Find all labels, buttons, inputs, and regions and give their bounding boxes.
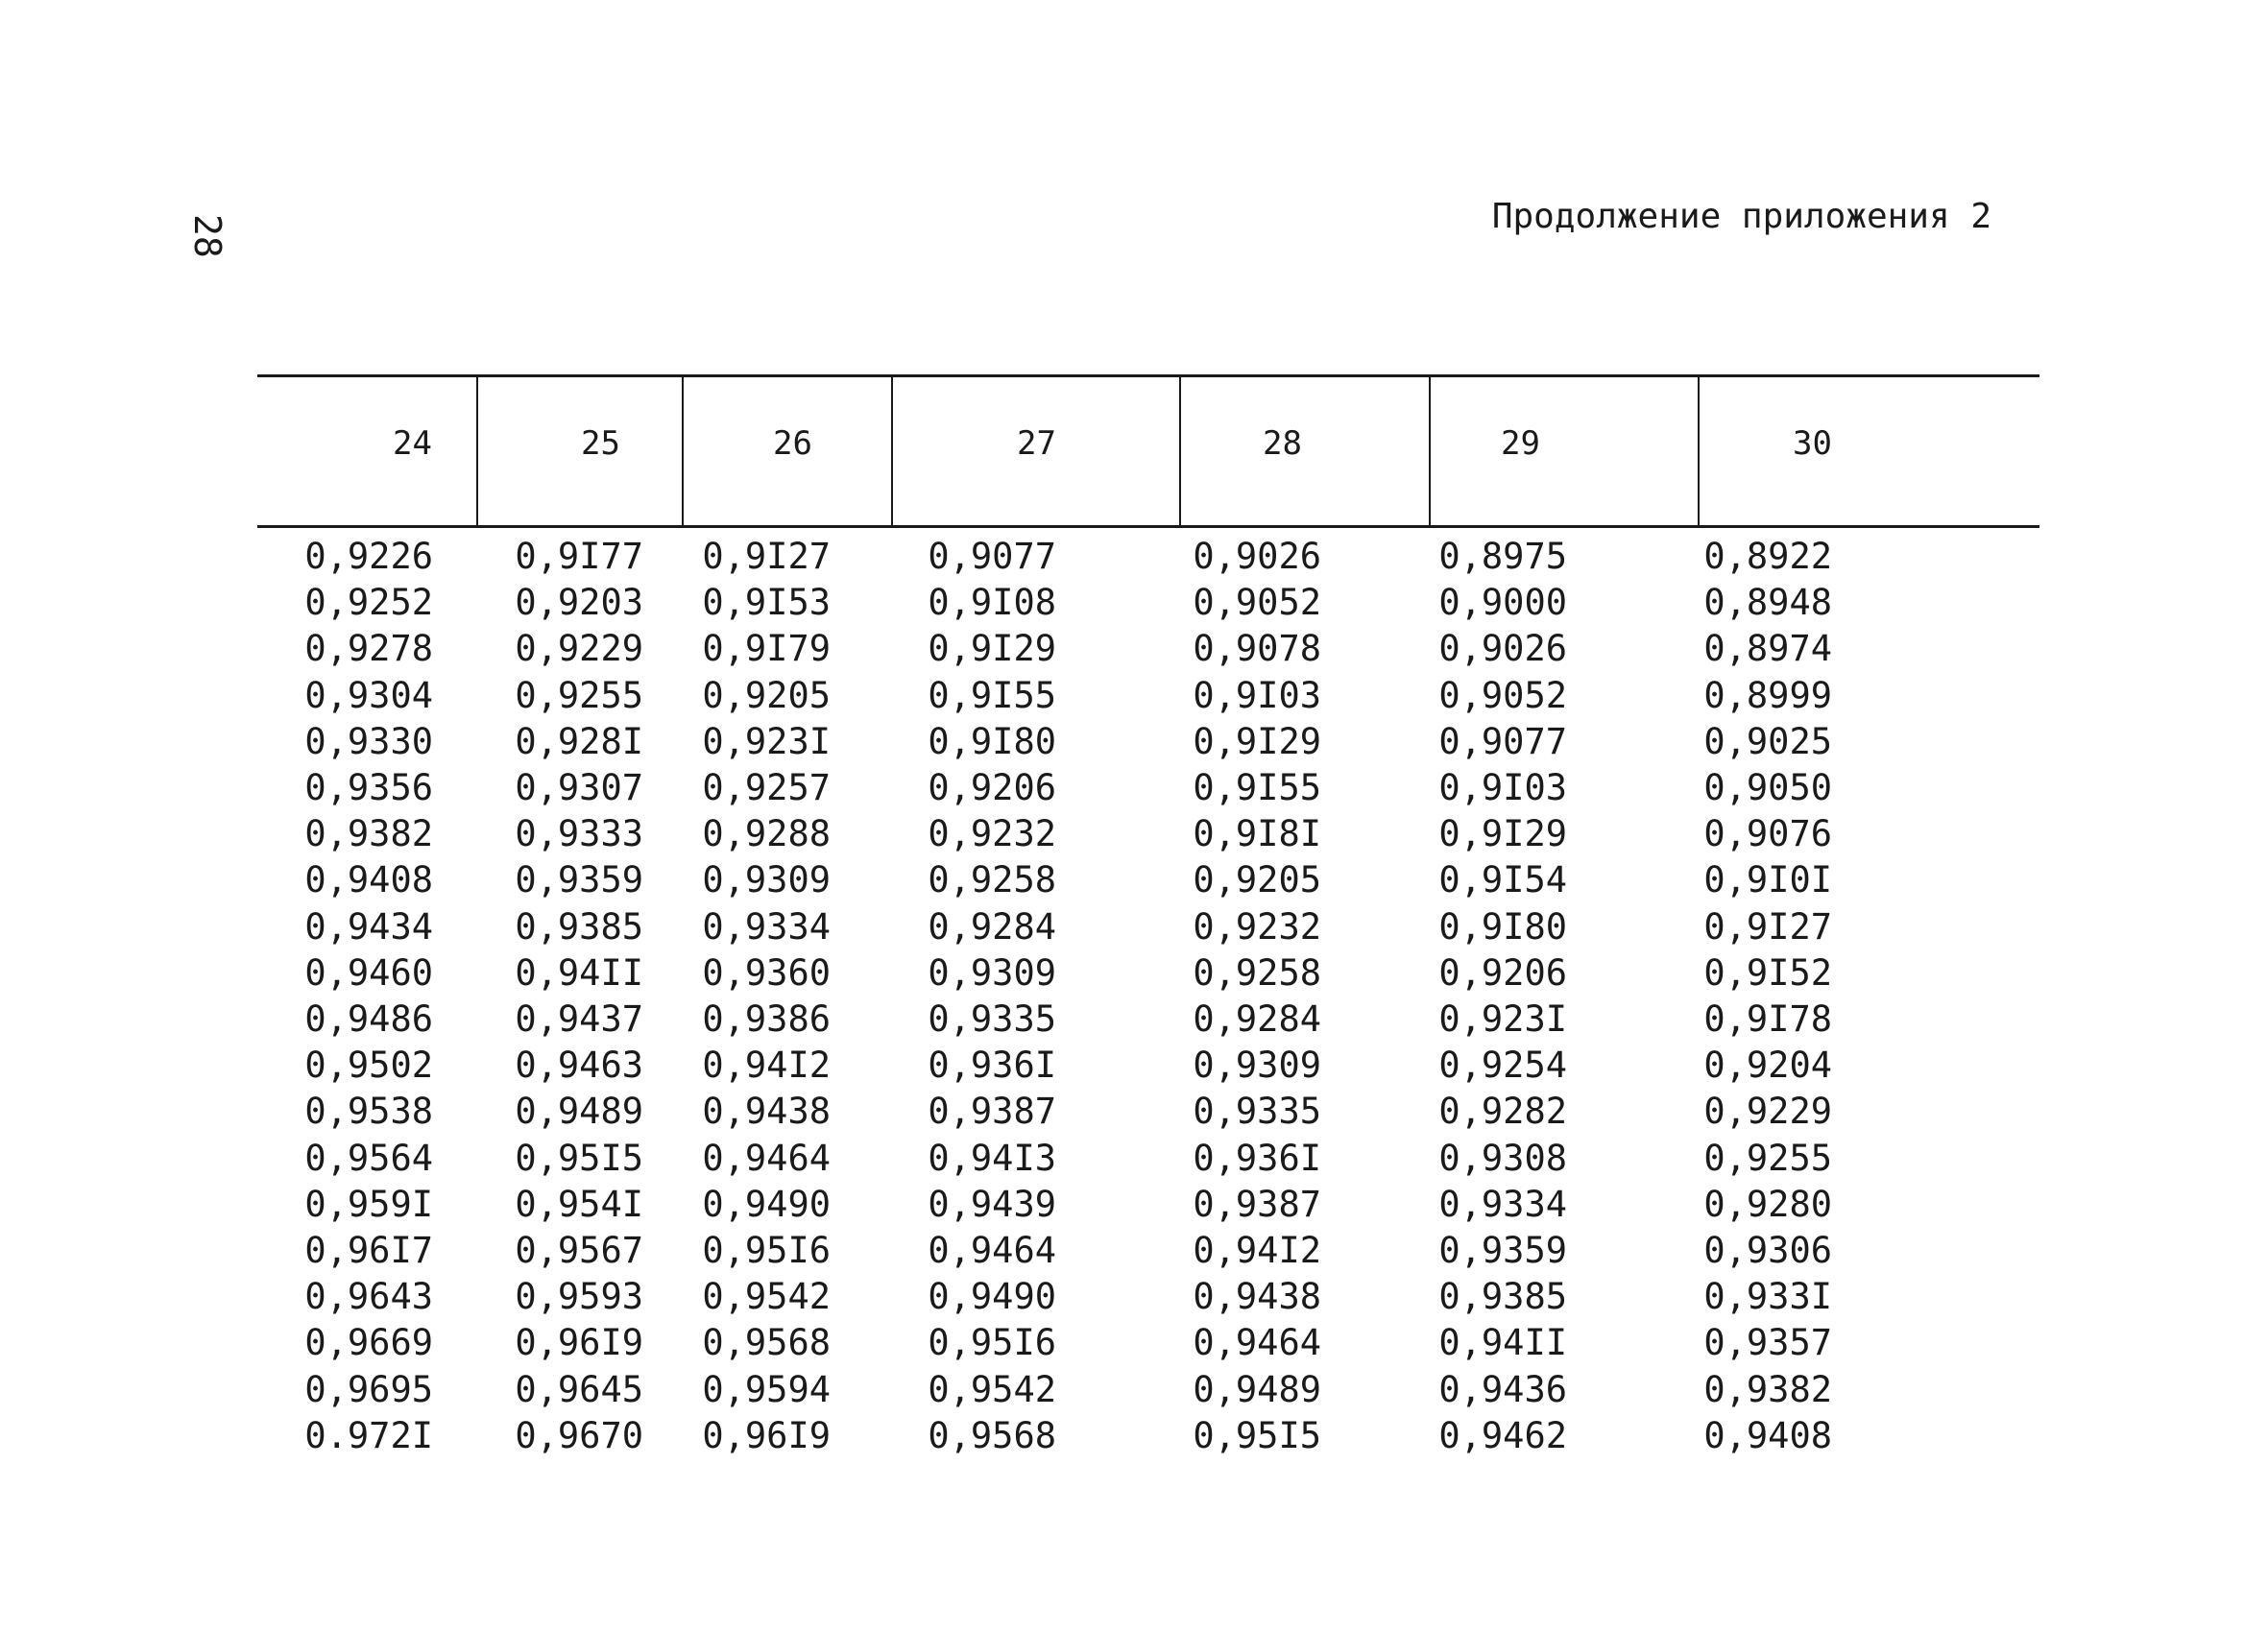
table-cell: 0,9026 xyxy=(1193,536,1321,577)
table-cell: 0,9255 xyxy=(1703,1137,1832,1179)
table-cell: 0,96I9 xyxy=(702,1414,831,1456)
table-cell: 0,9I55 xyxy=(928,674,1056,716)
table-cell: 0,9I79 xyxy=(702,628,831,670)
table-cell: 0,9490 xyxy=(928,1276,1056,1318)
table-cell: 0,9643 xyxy=(304,1276,433,1318)
table-cell: 0,9I29 xyxy=(1193,720,1321,762)
table-cell: 0,9408 xyxy=(1703,1414,1832,1456)
table-cell: 0,9356 xyxy=(304,767,433,808)
table-cell: 0,9486 xyxy=(304,998,433,1040)
table-cell: 0,9203 xyxy=(515,582,643,624)
table-cell: 0,94I2 xyxy=(702,1045,831,1087)
table-cell: 0,9232 xyxy=(1193,905,1321,948)
table-cell: 0,936I xyxy=(928,1045,1056,1087)
table-cell: 0,8999 xyxy=(1703,674,1832,716)
table-cell: 0,9254 xyxy=(1438,1045,1567,1087)
table-cell: 0,933I xyxy=(1703,1276,1832,1318)
column-separator xyxy=(1429,377,1431,525)
table-cell: 0,9568 xyxy=(928,1414,1056,1456)
table-cell: 0,9669 xyxy=(304,1322,433,1364)
table-cell: 0,9333 xyxy=(515,813,643,855)
table-cell: 0,9567 xyxy=(515,1230,643,1271)
table-cell: 0,9436 xyxy=(1438,1368,1567,1410)
table-cell: 0,9593 xyxy=(515,1276,643,1318)
column-header: 27 xyxy=(1017,424,1056,463)
page-caption: Продолжение приложения 2 xyxy=(1491,197,1991,236)
table-cell: 0,9439 xyxy=(928,1183,1056,1225)
table-cell: 0,9309 xyxy=(702,859,831,901)
table-cell: 0,9463 xyxy=(515,1045,643,1087)
table-cell: 0,9695 xyxy=(304,1368,433,1410)
table-cell: 0,9204 xyxy=(1703,1045,1832,1087)
table-cell: 0,9359 xyxy=(1438,1230,1567,1271)
table-cell: 0,95I6 xyxy=(702,1230,831,1271)
table-cell: 0,9385 xyxy=(1438,1276,1567,1318)
table-cell: 0,923I xyxy=(1438,998,1567,1040)
table-cell: 0,8922 xyxy=(1703,536,1832,577)
table-cell: 0,9382 xyxy=(1703,1368,1832,1410)
table-cell: 0,9052 xyxy=(1438,674,1567,716)
column-separator xyxy=(1698,377,1700,525)
table-cell: 0,9464 xyxy=(702,1137,831,1179)
table-cell: 0,936I xyxy=(1193,1137,1321,1179)
column-header: 29 xyxy=(1501,424,1540,463)
table-cell: 0,9I27 xyxy=(702,536,831,577)
column-header: 25 xyxy=(581,424,620,463)
table-cell: 0,9I77 xyxy=(515,536,643,577)
column-separator xyxy=(682,377,684,525)
table-cell: 0,9460 xyxy=(304,951,433,994)
table-cell: 0,954I xyxy=(515,1183,643,1225)
table-cell: 0,9I03 xyxy=(1438,767,1567,808)
column-separator xyxy=(476,377,478,525)
table-cell: 0,9489 xyxy=(515,1091,643,1133)
table-cell: 0,9307 xyxy=(515,767,643,808)
table-cell: 0,9205 xyxy=(702,674,831,716)
table-cell: 0,9385 xyxy=(515,905,643,948)
table-cell: 0,9025 xyxy=(1703,720,1832,762)
table-cell: 0,9258 xyxy=(1193,951,1321,994)
table-cell: 0,95I6 xyxy=(928,1322,1056,1364)
table-cell: 0,9490 xyxy=(702,1183,831,1225)
table-cell: 0,9I0I xyxy=(1703,859,1832,901)
table-cell: 0,9226 xyxy=(304,536,433,577)
table-cell: 0,9502 xyxy=(304,1045,433,1087)
table-cell: 0,9594 xyxy=(702,1368,831,1410)
table-cell: 0,9306 xyxy=(1703,1230,1832,1271)
table-cell: 0,96I7 xyxy=(304,1230,433,1271)
table-cell: 0,9076 xyxy=(1703,813,1832,855)
table-cell: 0,9464 xyxy=(928,1230,1056,1271)
table-cell: 0,959I xyxy=(304,1183,433,1225)
table-cell: 0,9334 xyxy=(1438,1183,1567,1225)
table-cell: 0,9670 xyxy=(515,1414,643,1456)
table-cell: 0,9462 xyxy=(1438,1414,1567,1456)
table-cell: 0,95I5 xyxy=(1193,1414,1321,1456)
column-separator xyxy=(1179,377,1181,525)
table-cell: 0,9252 xyxy=(304,582,433,624)
table-cell: 0,9434 xyxy=(304,905,433,948)
table-cell: 0,9308 xyxy=(1438,1137,1567,1179)
table-cell: 0,9232 xyxy=(928,813,1056,855)
table-cell: 0,928I xyxy=(515,720,643,762)
table-cell: 0,9I8I xyxy=(1193,813,1321,855)
table-cell: 0,9438 xyxy=(702,1091,831,1133)
table-cell: 0,9I54 xyxy=(1438,859,1567,901)
table-cell: 0,94I3 xyxy=(928,1137,1056,1179)
table-cell: 0,9050 xyxy=(1703,767,1832,808)
table-cell: 0,9335 xyxy=(1193,1091,1321,1133)
table-cell: 0,9538 xyxy=(304,1091,433,1133)
table-cell: 0,9387 xyxy=(1193,1183,1321,1225)
table-cell: 0,9542 xyxy=(702,1276,831,1318)
table-cell: 0,9077 xyxy=(1438,720,1567,762)
table-cell: 0,9309 xyxy=(1193,1045,1321,1087)
table-cell: 0,9I80 xyxy=(928,720,1056,762)
table-cell: 0,9I52 xyxy=(1703,951,1832,994)
table-cell: 0,9I08 xyxy=(928,582,1056,624)
table-cell: 0,9438 xyxy=(1193,1276,1321,1318)
table-cell: 0,9229 xyxy=(515,628,643,670)
table-cell: 0,9408 xyxy=(304,859,433,901)
column-header: 26 xyxy=(773,424,812,463)
table-cell: 0,9I55 xyxy=(1193,767,1321,808)
table-cell: 0,9255 xyxy=(515,674,643,716)
table-cell: 0,9309 xyxy=(928,951,1056,994)
table-cell: 0,9357 xyxy=(1703,1322,1832,1364)
column-header: 24 xyxy=(393,424,432,463)
table-cell: 0,9I53 xyxy=(702,582,831,624)
table-cell: 0,9542 xyxy=(928,1368,1056,1410)
table-cell: 0,9I80 xyxy=(1438,905,1567,948)
table-cell: 0,9359 xyxy=(515,859,643,901)
table-cell: 0,9206 xyxy=(1438,951,1567,994)
table-cell: 0,94I2 xyxy=(1193,1230,1321,1271)
table-cell: 0,923I xyxy=(702,720,831,762)
column-header: 28 xyxy=(1263,424,1302,463)
table-cell: 0,9229 xyxy=(1703,1091,1832,1133)
table-cell: 0,9280 xyxy=(1703,1183,1832,1225)
table-cell: 0,9387 xyxy=(928,1091,1056,1133)
table-cell: 0,95I5 xyxy=(515,1137,643,1179)
table-cell: 0,94II xyxy=(515,951,643,994)
table-cell: 0,9077 xyxy=(928,536,1056,577)
table-cell: 0,94II xyxy=(1438,1322,1567,1364)
table-cell: 0,9360 xyxy=(702,951,831,994)
table-cell: 0,9I29 xyxy=(1438,813,1567,855)
table-cell: 0,9304 xyxy=(304,674,433,716)
table-cell: 0,8975 xyxy=(1438,536,1567,577)
table-cell: 0,9489 xyxy=(1193,1368,1321,1410)
table-top-rule xyxy=(257,374,2039,377)
table-cell: 0,9335 xyxy=(928,998,1056,1040)
table-cell: 0,9288 xyxy=(702,813,831,855)
table-cell: 0,8974 xyxy=(1703,628,1832,670)
table-cell: 0,9258 xyxy=(928,859,1056,901)
table-cell: 0,9257 xyxy=(702,767,831,808)
table-cell: 0,9645 xyxy=(515,1368,643,1410)
page-number: 28 xyxy=(186,214,229,258)
table-cell: 0,9284 xyxy=(1193,998,1321,1040)
table-cell: 0,9I78 xyxy=(1703,998,1832,1040)
table-cell: 0,9I03 xyxy=(1193,674,1321,716)
table-cell: 0,9I27 xyxy=(1703,905,1832,948)
table-cell: 0,9386 xyxy=(702,998,831,1040)
table-cell: 0,9284 xyxy=(928,905,1056,948)
table-header-rule xyxy=(257,525,2039,528)
table-cell: 0.972I xyxy=(304,1414,433,1456)
column-separator xyxy=(891,377,893,525)
table-cell: 0,9382 xyxy=(304,813,433,855)
column-header: 30 xyxy=(1793,424,1832,463)
table-cell: 0,9282 xyxy=(1438,1091,1567,1133)
data-table xyxy=(257,374,2039,1469)
table-cell: 0,9568 xyxy=(702,1322,831,1364)
table-cell: 0,9052 xyxy=(1193,582,1321,624)
table-cell: 0,9334 xyxy=(702,905,831,948)
table-cell: 0,9564 xyxy=(304,1137,433,1179)
table-cell: 0,9206 xyxy=(928,767,1056,808)
table-cell: 0,96I9 xyxy=(515,1322,643,1364)
table-cell: 0,9464 xyxy=(1193,1322,1321,1364)
table-cell: 0,9078 xyxy=(1193,628,1321,670)
table-cell: 0,9330 xyxy=(304,720,433,762)
table-cell: 0,9437 xyxy=(515,998,643,1040)
table-cell: 0,9I29 xyxy=(928,628,1056,670)
table-cell: 0,9026 xyxy=(1438,628,1567,670)
table-cell: 0,8948 xyxy=(1703,582,1832,624)
table-cell: 0,9278 xyxy=(304,628,433,670)
table-cell: 0,9205 xyxy=(1193,859,1321,901)
table-cell: 0,9000 xyxy=(1438,582,1567,624)
